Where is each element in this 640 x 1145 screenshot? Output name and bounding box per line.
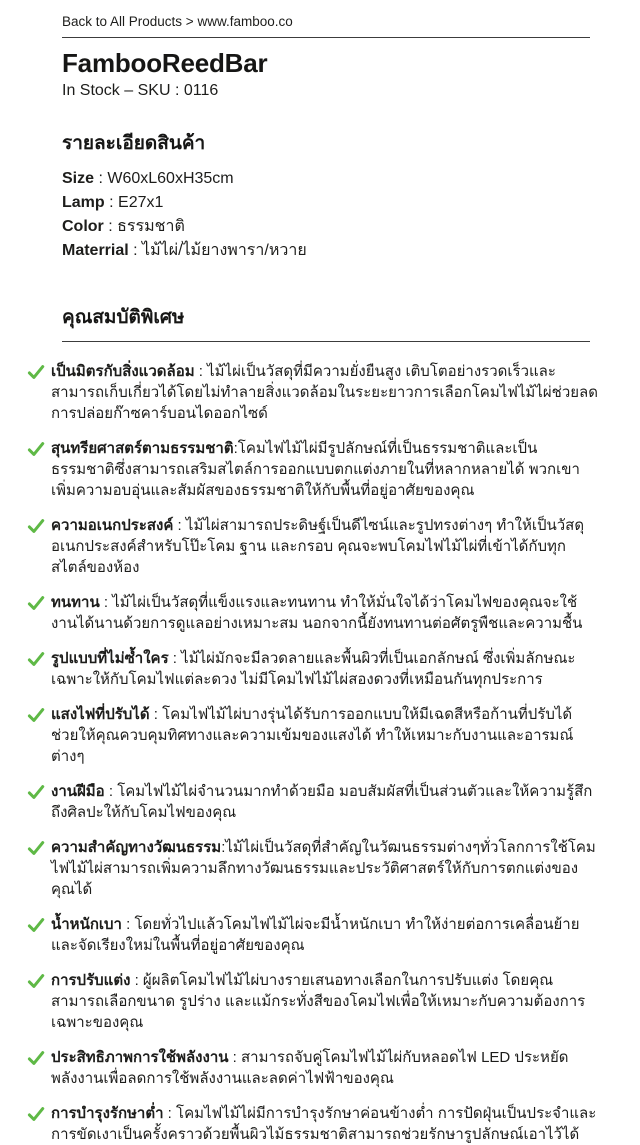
- feature-separator: :: [104, 783, 118, 800]
- feature-body: [51, 515, 599, 578]
- feature-item: [27, 837, 600, 900]
- check-icon: [27, 783, 45, 801]
- features-heading: คุณสมบัติพิเศษ: [62, 307, 185, 328]
- check-icon: [27, 594, 45, 612]
- feature-text: ไม้ไผ่เป็นวัสดุที่สำคัญในวัฒนธรรมต่างๆทั่วโลกการใช้โคมไฟไม้ไผ่สามารถเพิ่มความลึกทางวัฒนธรรมและประวัติศาสตร์ให้กับการตกแต่งของคุณได้: [51, 839, 596, 898]
- spec-value: E27x1: [118, 194, 164, 211]
- feature-text: โดยทั่วไปแล้วโคมไฟไม้ไผ่จะมีน้ำหนักเบา ทำให้ง่ายต่อการเคลื่อนย้ายและจัดเรียงใหม่ในพื้นที่อยู่อาศัยของคุณ: [51, 916, 580, 954]
- feature-item: [27, 1047, 600, 1089]
- spec-value: W60xL60xH35cm: [107, 170, 234, 187]
- feature-text: โคมไฟไม้ไผ่บางรุ่นได้รับการออกแบบให้มีเฉดสีหรือก้านที่ปรับได้ ช่วยให้คุณควบคุมทิศทางและความเข้มของแสงได้ ทำให้เหมาะกับงานและอารมณ์ต่างๆ: [51, 706, 574, 765]
- product-page: [0, 13, 640, 1143]
- feature-body: [51, 1103, 599, 1145]
- check-icon: [27, 839, 45, 857]
- check-icon: [27, 972, 45, 990]
- feature-body: [51, 592, 599, 634]
- feature-title: เป็นมิตรกับสิ่งแวดล้อม: [51, 363, 195, 380]
- feature-title: ประสิทธิภาพการใช้พลังงาน: [51, 1049, 229, 1066]
- feature-title: ความอเนกประสงค์: [51, 517, 174, 534]
- spec-value: ไม้ไผ่/ไม้ยางพารา/หวาย: [142, 242, 307, 259]
- check-icon: [27, 1049, 45, 1067]
- feature-item: [27, 438, 600, 501]
- header-divider: [62, 37, 590, 38]
- feature-text: ไม้ไผ่สามารถประดิษฐ์เป็นดีไซน์และรูปทรงต่างๆ ทำให้เป็นวัสดุอเนกประสงค์สำหรับโป๊ะโคม ฐาน และกรอบ คุณจะพบโคมไฟไม้ไผ่ที่เข้าได้กับทุกสไตล์ของห้อง: [51, 517, 585, 576]
- feature-separator: :: [168, 650, 182, 667]
- feature-text: สามารถจับคู่โคมไฟไม้ไผ่กับหลอดไฟ LED ประหยัดพลังงานเพื่อลดการใช้พลังงานและลดค่าไฟฟ้าของคุณ: [51, 1049, 569, 1087]
- feature-item: [27, 914, 600, 956]
- features-divider: [62, 341, 590, 342]
- feature-text: โคมไฟไม้ไผ่มีการบำรุงรักษาค่อนข้างต่ำ การปัดฝุ่นเป็นประจำและการขัดเงาเป็นครั้งคราวด้วยพื้นผิวไม้ธรรมชาติสามารถช่วยรักษารูปลักษณ์เอาไว้ได้: [51, 1105, 597, 1143]
- spec-separator: :: [104, 194, 119, 211]
- spec-row: [62, 239, 595, 263]
- feature-title: สุนทรียศาสตร์ตามธรรมชาติ: [51, 440, 234, 457]
- check-icon: [27, 363, 45, 381]
- details-heading: รายละเอียดสินค้า: [62, 133, 206, 154]
- feature-body: [51, 704, 599, 767]
- check-icon: [27, 517, 45, 535]
- spec-row: [62, 191, 595, 215]
- spec-separator: :: [128, 242, 143, 259]
- spec-label: Lamp: [62, 194, 105, 211]
- feature-separator: :: [233, 440, 238, 457]
- spec-list: [62, 167, 595, 263]
- feature-title: การบำรุงรักษาต่ำ: [51, 1105, 164, 1122]
- check-icon: [27, 650, 45, 668]
- breadcrumb[interactable]: Back to All Products > www.famboo.co: [62, 14, 293, 29]
- feature-separator: :: [221, 839, 226, 856]
- feature-separator: :: [130, 972, 143, 989]
- feature-item: [27, 648, 600, 690]
- feature-text: ไม้ไผ่เป็นวัสดุที่มีความยั่งยืนสูง เติบโตอย่างรวดเร็วและสามารถเก็บเกี่ยวได้โดยไม่ทำลายสิ่งแวดล้อมในระยะยาวการเลือกโคมไฟไม้ไผ่ช่วยลดการปล่อยก๊าซคาร์บอนไดออกไซด์: [51, 363, 598, 422]
- spec-value: ธรรมชาติ: [117, 218, 185, 235]
- feature-item: [27, 592, 600, 634]
- feature-item: [27, 781, 600, 823]
- feature-item: [27, 515, 600, 578]
- feature-text: โคมไฟไม้ไผ่จำนวนมากทำด้วยมือ มอบสัมผัสที่เป็นส่วนตัวและให้ความรู้สึกถึงศิลปะให้กับโคมไฟของคุณ: [51, 783, 593, 821]
- stock-sku-status: In Stock – SKU : 0116: [62, 82, 219, 99]
- feature-title: ความสำคัญทางวัฒนธรรม: [51, 839, 222, 856]
- feature-separator: :: [228, 1049, 242, 1066]
- spec-row: [62, 215, 595, 239]
- feature-title: การปรับแต่ง: [51, 972, 131, 989]
- spec-label: Color: [62, 218, 104, 235]
- features-list: [27, 361, 600, 1145]
- feature-body: [51, 781, 599, 823]
- feature-body: [51, 837, 599, 900]
- feature-title: รูปแบบที่ไม่ซ้ำใคร: [51, 650, 169, 667]
- feature-title: ทนทาน: [51, 594, 100, 611]
- feature-text: ไม้ไผ่เป็นวัสดุที่แข็งแรงและทนทาน ทำให้มั่นใจได้ว่าโคมไฟของคุณจะใช้งานได้นานด้วยการดูแลอย่างเหมาะสม นอกจากนี้ยังทนทานต่อศัตรูพืชและความชื้น: [51, 594, 583, 632]
- feature-body: [51, 438, 599, 501]
- feature-item: [27, 970, 600, 1033]
- feature-body: [51, 914, 599, 956]
- feature-body: [51, 361, 599, 424]
- feature-item: [27, 1103, 600, 1145]
- feature-title: งานฝีมือ: [51, 783, 105, 800]
- check-icon: [27, 440, 45, 458]
- feature-item: [27, 361, 600, 424]
- feature-title: น้ำหนักเบา: [51, 916, 122, 933]
- feature-body: [51, 970, 599, 1033]
- feature-title: แสงไฟที่ปรับได้: [51, 706, 150, 723]
- feature-separator: :: [163, 1105, 177, 1122]
- check-icon: [27, 1105, 45, 1123]
- spec-row: [62, 167, 595, 191]
- feature-separator: :: [99, 594, 113, 611]
- title-block: [62, 48, 595, 101]
- feature-separator: :: [149, 706, 163, 723]
- feature-body: [51, 648, 599, 690]
- spec-label: Materrial: [62, 242, 129, 259]
- feature-text: ไม้ไผ่มักจะมีลวดลายและพื้นผิวที่เป็นเอกลักษณ์ ซึ่งเพิ่มลักษณะเฉพาะให้กับโคมไฟแต่ละดวง ไม่มีโคมไฟไม้ไผ่สองดวงที่เหมือนกันทุกประการ: [51, 650, 576, 688]
- feature-separator: :: [121, 916, 135, 933]
- spec-separator: :: [103, 218, 118, 235]
- spec-separator: :: [94, 170, 108, 187]
- check-icon: [27, 916, 45, 934]
- feature-separator: :: [194, 363, 208, 380]
- feature-body: [51, 1047, 599, 1089]
- feature-separator: :: [173, 517, 186, 534]
- feature-text: ผู้ผลิตโคมไฟไม้ไผ่บางรายเสนอทางเลือกในการปรับแต่ง โดยคุณสามารถเลือกขนาด รูปร่าง และแม้กระทั่งสีของโคมไฟเพื่อให้เหมาะกับความต้องการเฉพาะของคุณ: [51, 972, 586, 1031]
- feature-text: โคมไฟไม้ไผ่มีรูปลักษณ์ที่เป็นธรรมชาติและเป็นธรรมชาติซึ่งสามารถเสริมสไตล์การออกแบบตกแต่งภายในที่หลากหลายได้ พวกเขาเพิ่มความอบอุ่นและสัมผัสของธรรมชาติให้กับพื้นที่อยู่อาศัยของคุณ: [51, 440, 580, 499]
- feature-item: [27, 704, 600, 767]
- check-icon: [27, 706, 45, 724]
- page-title: FambooReedBar: [62, 48, 268, 78]
- spec-label: Size: [62, 170, 95, 187]
